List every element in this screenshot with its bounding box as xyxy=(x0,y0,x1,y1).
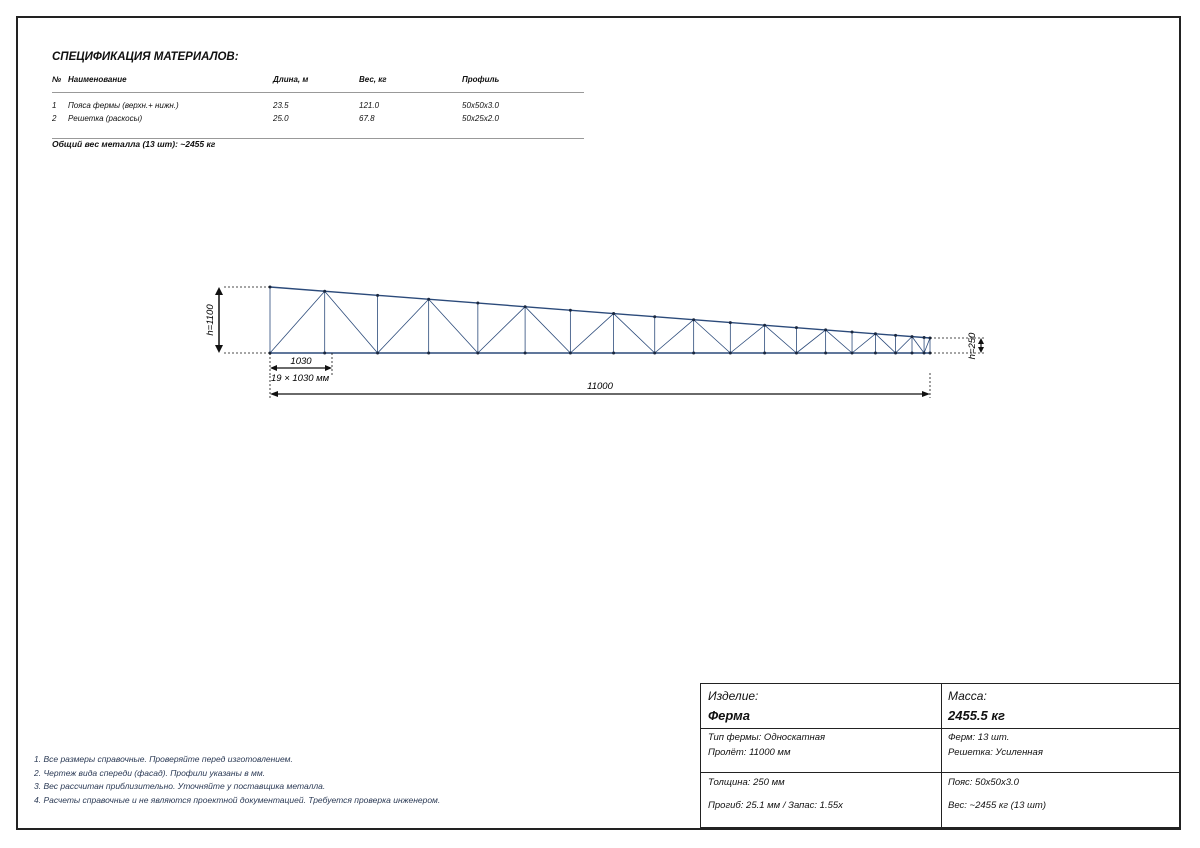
table-cell: Пояса фермы (верхн.+ нижн.) xyxy=(68,101,179,110)
truss-span: Пролёт: 11000 мм xyxy=(708,747,791,758)
spec-header-name: Наименование xyxy=(68,75,127,84)
truss-node xyxy=(476,352,479,355)
panel-count-label: 19 × 1030 мм xyxy=(271,373,330,384)
truss-node xyxy=(692,352,695,355)
spec-header-length: Длина, м xyxy=(273,75,309,84)
truss-node xyxy=(476,302,479,305)
truss-node xyxy=(323,352,326,355)
diagonal-member xyxy=(924,338,930,353)
truss-chord: Пояс: 50x50x3.0 xyxy=(948,777,1019,788)
truss-node xyxy=(894,352,897,355)
truss-node xyxy=(427,352,430,355)
truss-node xyxy=(911,335,914,338)
product-label: Изделие: xyxy=(708,689,759,703)
truss-node xyxy=(653,315,656,318)
table-cell: 23.5 xyxy=(273,101,289,110)
table-cell: 50x25x2.0 xyxy=(462,114,499,123)
table-cell: 121.0 xyxy=(359,101,380,110)
truss-thickness: Толщина: 250 мм xyxy=(708,777,785,788)
truss-node xyxy=(923,336,926,339)
spec-header-weight: Вес, кг xyxy=(359,75,387,84)
table-cell: 25.0 xyxy=(273,114,289,123)
truss-node xyxy=(824,352,827,355)
diagonal-member xyxy=(912,337,924,353)
spec-title: СПЕЦИФИКАЦИЯ МАТЕРИАЛОВ: xyxy=(52,51,239,63)
note-3: 3. Вес рассчитан приблизительно. Уточняйте у поставщика металла. xyxy=(34,781,326,792)
diagonal-member xyxy=(655,320,694,353)
title-block-divider xyxy=(701,728,1179,729)
truss-node xyxy=(569,352,572,355)
truss-node xyxy=(323,290,326,293)
diagonal-member xyxy=(796,330,825,353)
note-1: 1. Все размеры справочные. Проверяйте перед изготовлением. xyxy=(34,754,293,764)
truss-node xyxy=(911,352,914,355)
diagonal-member xyxy=(478,307,525,353)
title-block-divider xyxy=(701,772,1179,773)
truss-node xyxy=(874,352,877,355)
truss-node xyxy=(874,332,877,335)
truss-node xyxy=(692,318,695,321)
truss-node xyxy=(427,298,430,301)
diagonal-member xyxy=(325,291,378,353)
diagonal-member xyxy=(270,291,325,353)
truss-node xyxy=(524,305,527,308)
truss-node xyxy=(612,312,615,315)
table-cell: 50x50x3.0 xyxy=(462,101,499,110)
truss-lattice: Решетка: Усиленная xyxy=(948,747,1043,758)
diagonal-member xyxy=(570,314,613,353)
title-block-divider xyxy=(941,684,942,827)
diagonal-member xyxy=(730,325,764,353)
notes xyxy=(34,753,440,807)
truss-node xyxy=(376,294,379,297)
truss-type: Тип фермы: Односкатная xyxy=(708,732,826,743)
diagonal-member xyxy=(694,320,731,353)
diagonal-member xyxy=(896,337,912,353)
truss-node xyxy=(612,352,615,355)
truss-node xyxy=(729,321,732,324)
spec-header-profile: Профиль xyxy=(462,75,500,84)
truss-node xyxy=(569,309,572,312)
diagonal-member xyxy=(826,330,852,353)
truss-node xyxy=(524,352,527,355)
truss-node xyxy=(824,328,827,331)
diagonal-member xyxy=(378,299,429,353)
diagonal-member xyxy=(429,299,478,353)
table-cell: Решетка (раскосы) xyxy=(68,114,143,123)
table-cell: 1 xyxy=(52,101,57,110)
panel-label: 1030 xyxy=(290,356,312,367)
truss-node xyxy=(923,352,926,355)
truss-node xyxy=(894,334,897,337)
truss-node xyxy=(763,352,766,355)
truss-node xyxy=(376,352,379,355)
height-right-label: h=250 xyxy=(967,332,978,360)
truss-weight: Вес: ~2455 кг (13 шт) xyxy=(948,800,1047,811)
spec-header-number: № xyxy=(52,75,62,84)
note-2: 2. Чертеж вида спереди (фасад). Профили указаны в мм. xyxy=(34,767,266,778)
truss-node xyxy=(851,352,854,355)
diagonal-member xyxy=(875,334,895,353)
truss-node xyxy=(729,352,732,355)
truss-deflection: Прогиб: 25.1 мм / Запас: 1.55x xyxy=(708,800,843,811)
diagonal-member xyxy=(852,334,875,353)
diagonal-member xyxy=(614,314,655,353)
mass-value: 2455.5 кг xyxy=(948,708,1005,723)
top-chord xyxy=(270,287,930,338)
height-left-label: h=1100 xyxy=(205,304,216,336)
truss-node xyxy=(795,352,798,355)
table-cell: 67.8 xyxy=(359,114,375,123)
diagonal-member xyxy=(765,325,797,353)
span-label: 11000 xyxy=(587,381,613,392)
note-4: 4. Расчеты справочные и не являются проектной документацией. Требуется проверка инженером. xyxy=(34,794,441,805)
diagonal-member xyxy=(525,307,570,353)
truss-node xyxy=(763,324,766,327)
spec-total: Общий вес металла (13 шт): ~2455 кг xyxy=(52,139,216,149)
truss-nodes xyxy=(269,286,932,355)
dimension-height-left xyxy=(215,287,270,353)
table-cell: 2 xyxy=(52,114,57,123)
mass-label: Масса: xyxy=(948,689,987,703)
truss-members xyxy=(270,287,930,353)
truss-node xyxy=(795,326,798,329)
title-block xyxy=(700,683,1180,828)
truss-node xyxy=(851,330,854,333)
truss-node xyxy=(653,352,656,355)
product-value: Ферма xyxy=(708,708,750,723)
truss-count: Ферм: 13 шт. xyxy=(948,732,1010,743)
